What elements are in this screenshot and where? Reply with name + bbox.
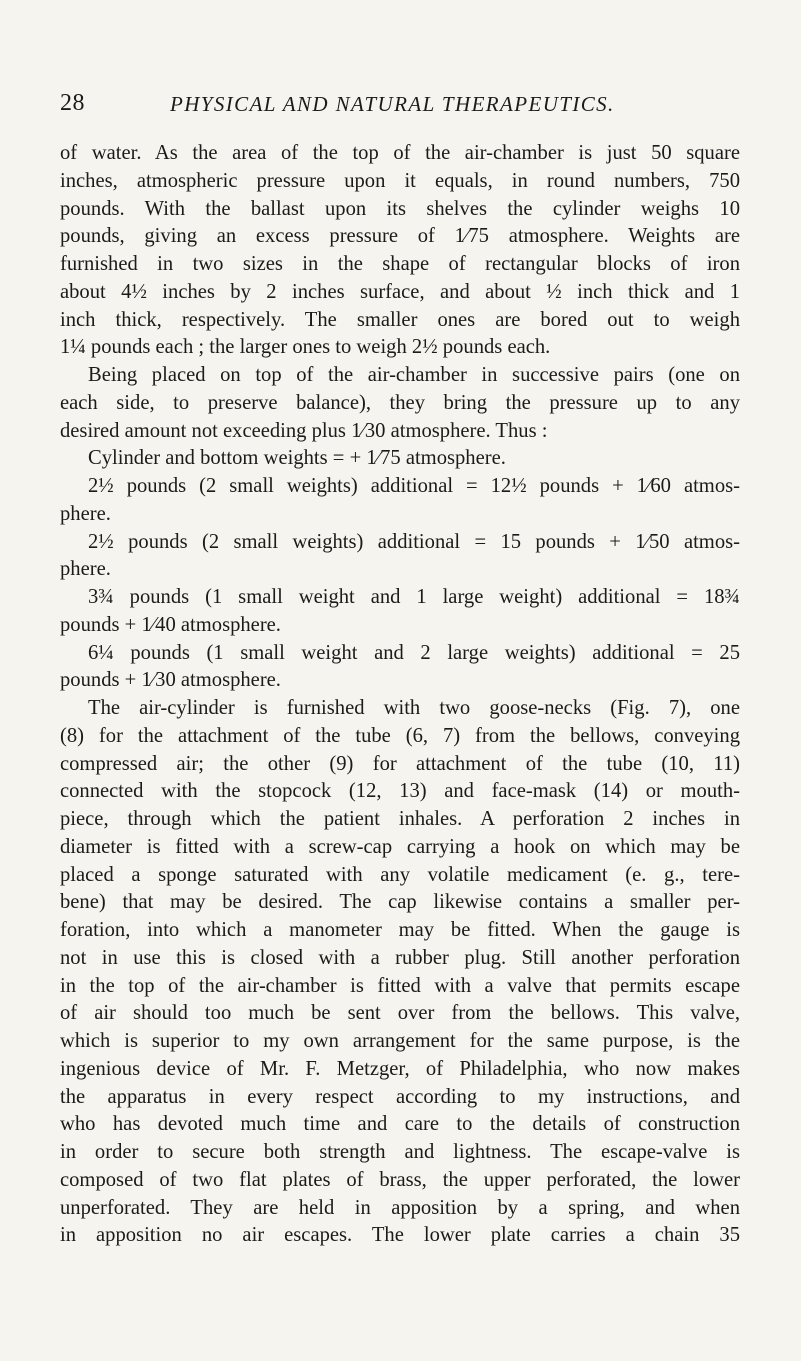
page-header [60, 90, 740, 120]
text-line: bene) that may be desired. The cap likewise contains a smaller per- [60, 891, 740, 914]
text-line: inches, atmospheric pressure upon it equals, in round numbers, 750 [60, 169, 740, 192]
text-line: 3¾ pounds (1 small weight and 1 large weight) additional = 18¾ [88, 586, 740, 608]
text-line: in order to secure both strength and lightness. The escape-valve is [60, 1141, 740, 1163]
text-line: connected with the stopcock (12, 13) and face-mask (14) or mouth- [60, 780, 740, 803]
text-line: pounds. With the ballast upon its shelves the cylinder weighs 10 [60, 197, 740, 220]
text-line: inch thick, respectively. The smaller ones are bored out to weigh [60, 308, 740, 331]
text-line: of air should too much be sent over from the bellows. This valve, [60, 1002, 740, 1025]
text-line: foration, into which a manometer may be fitted. When the gauge is [60, 919, 740, 941]
text-line: 2½ pounds (2 small weights) additional = 15 pounds + 1⁄50 atmos- [88, 530, 740, 553]
text-line: Cylinder and bottom weights = + 1⁄75 atmosphere. [88, 447, 506, 470]
text-line: (8) for the attachment of the tube (6, 7) from the bellows, conveying [60, 724, 740, 747]
text-line: Being placed on top of the air-chamber in successive pairs (one on [88, 364, 740, 386]
text-line: unperforated. They are held in apposition by a spring, and when [60, 1196, 740, 1219]
text-line: diameter is fitted with a screw-cap carrying a hook on which may be [60, 835, 740, 858]
text-line: piece, through which the patient inhales. A perforation 2 inches in [60, 808, 740, 830]
body-text [60, 140, 740, 1250]
text-line: in apposition no air escapes. The lower plate carries a chain 35 [60, 1224, 740, 1247]
text-line: pounds, giving an excess pressure of 1⁄75 atmosphere. Weights are [60, 225, 740, 248]
text-line: not in use this is closed with a rubber plug. Still another perforation [60, 946, 740, 969]
text-line: each side, to preserve balance), they bring the pressure up to any [60, 391, 740, 414]
text-line: 2½ pounds (2 small weights) additional = 12½ pounds + 1⁄60 atmos- [88, 475, 740, 497]
text-line: phere. [60, 558, 111, 581]
text-line: pounds + 1⁄30 atmosphere. [60, 669, 281, 692]
text-line: 6¼ pounds (1 small weight and 2 large weights) additional = 25 [88, 641, 740, 664]
text-line: compressed air; the other (9) for attachment of the tube (10, 11) [60, 752, 740, 775]
text-line: of water. As the area of the top of the air-chamber is just 50 square [60, 142, 740, 164]
text-line: The air-cylinder is furnished with two goose-necks (Fig. 7), one [88, 697, 740, 719]
text-line: phere. [60, 502, 111, 525]
text-line: ingenious device of Mr. F. Metzger, of Philadelphia, who now makes [60, 1057, 740, 1080]
text-line: the apparatus in every respect according to my instructions, and [60, 1085, 740, 1108]
text-line: which is superior to my own arrangement for the same purpose, is the [60, 1030, 740, 1052]
text-line: furnished in two sizes in the shape of rectangular blocks of iron [60, 253, 740, 275]
text-line: composed of two flat plates of brass, the upper perforated, the lower [60, 1168, 740, 1191]
text-line: in the top of the air-chamber is fitted with a valve that permits escape [60, 974, 740, 997]
text-line: 1¼ pounds each ; the larger ones to weigh 2½ pounds each. [60, 336, 551, 359]
text-line: desired amount not exceeding plus 1⁄30 atmosphere. Thus : [60, 419, 548, 442]
running-title: PHYSICAL AND NATURAL THERAPEUTICS. [170, 92, 615, 116]
text-line: who has devoted much time and care to the details of construction [60, 1113, 740, 1136]
page-number: 28 [60, 90, 85, 116]
text-line: about 4½ inches by 2 inches surface, and about ½ inch thick and 1 [60, 280, 740, 303]
text-line: pounds + 1⁄40 atmosphere. [60, 613, 281, 636]
text-line: placed a sponge saturated with any volatile medicament (e. g., tere- [60, 863, 740, 886]
